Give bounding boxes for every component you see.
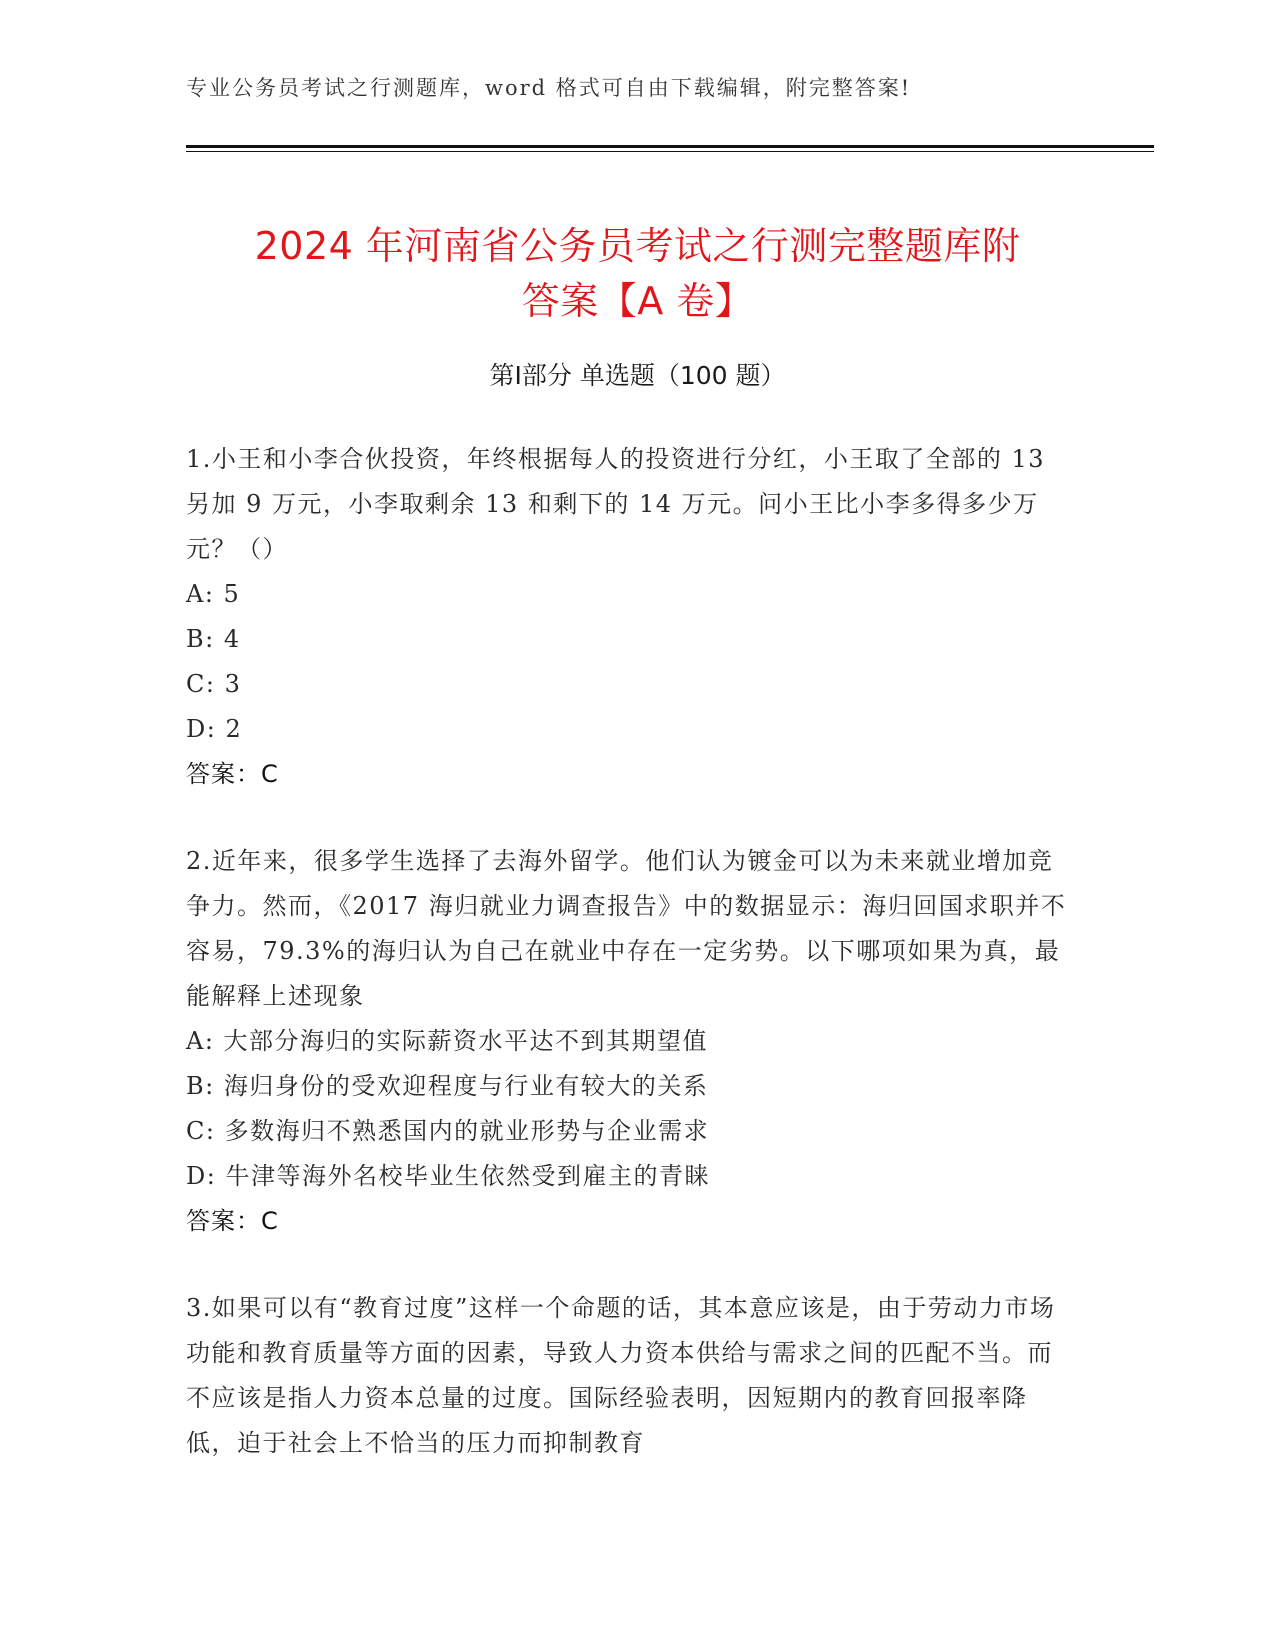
question-list <box>186 437 1076 1508</box>
option-b: B: 海归身份的受欢迎程度与行业有较大的关系 <box>186 1072 709 1100</box>
question-2 <box>186 839 1076 1244</box>
option-a: A: 5 <box>186 580 241 608</box>
question-3 <box>186 1286 1076 1466</box>
header-note: 专业公务员考试之行测题库，word 格式可自由下载编辑，附完整答案! <box>186 76 912 100</box>
option-c: C: 多数海归不熟悉国内的就业形势与企业需求 <box>186 1117 710 1145</box>
question-stem: 1.小王和小李合伙投资，年终根据每人的投资进行分红，小王取了全部的 13 另加 9 万元，小李取剩余 13 和剩下的 14 万元。问小王比小李多得多少万元？（） <box>186 445 1046 563</box>
option-c: C: 3 <box>186 670 242 698</box>
question-stem: 3.如果可以有“教育过度”这样一个命题的话，其本意应该是，由于劳动力市场功能和教育质量等方面的因素，导致人力资本供给与需求之间的匹配不当。而不应该是指人力资本总量的过度。国际经验表明，因短期内的教育回报率降低，迫于社会上不恰当的压力而抑制教育 <box>186 1294 1056 1457</box>
question-1 <box>186 437 1076 797</box>
answer: 答案：C <box>186 1207 279 1235</box>
document-title-line-2: 答案【A 卷】 <box>521 279 754 324</box>
question-stem: 2.近年来，很多学生选择了去海外留学。他们认为镀金可以为未来就业增加竞争力。然而，《2017 海归就业力调查报告》中的数据显示：海归回国求职并不容易，79.3%的海归认为自己在就业中存在一定劣势。以下哪项如果为真，最能解释上述现象 <box>186 847 1067 1010</box>
option-d: D: 牛津等海外名校毕业生依然受到雇主的青睐 <box>186 1162 710 1190</box>
document-title <box>150 219 1125 329</box>
option-d: D: 2 <box>186 715 243 743</box>
section-heading: 第Ⅰ部分 单选题（100 题） <box>489 361 786 390</box>
option-b: B: 4 <box>186 625 241 653</box>
document-title-line-1: 2024 年河南省公务员考试之行测完整题库附 <box>254 224 1021 269</box>
option-a: A: 大部分海归的实际薪资水平达不到其期望值 <box>186 1027 709 1055</box>
header-rule-thick <box>186 145 1154 148</box>
answer: 答案：C <box>186 760 279 788</box>
header-rule-thin <box>186 151 1154 152</box>
